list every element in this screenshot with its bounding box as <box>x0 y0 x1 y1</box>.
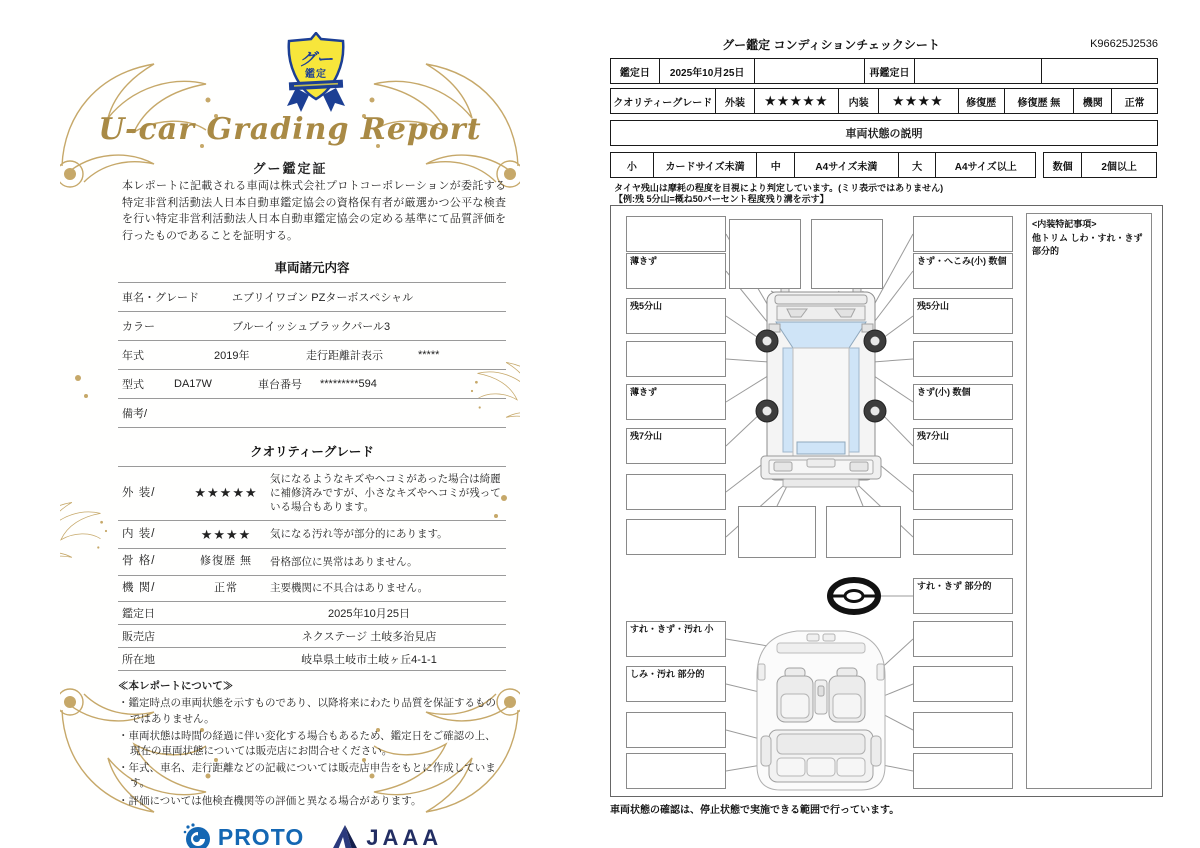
exterior-label: 外装 <box>715 89 755 113</box>
spec-label: 型式 <box>122 379 144 391</box>
proto-logo-text: PROTO <box>217 824 305 848</box>
empty-cell <box>1041 59 1157 83</box>
spec-value: DA17W <box>174 378 212 390</box>
size-legend-table <box>610 152 1036 178</box>
sheet-number: K96625J2536 <box>1090 38 1158 50</box>
damage-label-box: 薄きず <box>626 384 726 420</box>
damage-label-box <box>811 219 883 289</box>
damage-label-box <box>826 506 901 558</box>
legend-count: 数個 <box>1052 161 1073 173</box>
grade-label: 骨 格/ <box>122 555 156 568</box>
legend-small: 小 <box>626 161 637 173</box>
info-label: 鑑定日 <box>122 608 155 621</box>
spec-value: エブリイワゴン PZターボスペシャル <box>232 292 414 304</box>
spec-row-year <box>118 340 506 369</box>
legend-count-desc: 2個以上 <box>1081 153 1156 177</box>
about-list <box>118 696 506 809</box>
interior-label-box <box>913 712 1013 748</box>
damage-label-box <box>913 216 1013 252</box>
interior-notes-body: 他トリム しわ・すれ・きず 部分的 <box>1032 232 1143 256</box>
damage-label-box <box>738 506 816 558</box>
van-top-view <box>756 285 886 487</box>
damage-label-box: 残5分山 <box>626 298 726 334</box>
exterior-stars: ★★★★★ <box>754 89 838 113</box>
proto-logo <box>182 823 304 848</box>
vehicle-spec-table <box>118 282 506 428</box>
report-title: U-car Grading Report <box>98 112 482 147</box>
spec-label: 年式 <box>122 350 144 362</box>
damage-label-box <box>626 474 726 510</box>
damage-label-box <box>626 216 726 252</box>
report-subtitle: グー鑑定証 <box>252 161 328 176</box>
interior-label-box <box>913 753 1013 789</box>
grade-row-frame <box>118 548 506 575</box>
info-label: 所在地 <box>122 654 155 667</box>
about-item: ・鑑定時点の車両状態を示すものであり、以降将来にわたり品質を保証するものではありません。 <box>118 698 496 725</box>
interior-stars: ★★★★ <box>878 89 958 113</box>
grade-row-engine <box>118 575 506 602</box>
damage-label-box: きず(小) 数個 <box>913 384 1013 420</box>
interior-label-box <box>913 666 1013 702</box>
about-heading: ≪本レポートについて≫ <box>118 681 234 693</box>
engine-label: 機関 <box>1073 89 1111 113</box>
grade-row-interior <box>118 520 506 549</box>
sheet-footer-note: 車両状態の確認は、停止状態で実施できる範囲で行っています。 <box>610 805 900 816</box>
legend-medium-desc: A4サイズ未満 <box>794 153 898 177</box>
spec-value: ブルーイッシュブラックパール3 <box>232 321 391 333</box>
damage-label-box <box>913 341 1013 377</box>
grade-desc: 気になる汚れ等が部分的にあります。 <box>270 528 448 541</box>
spec-row-remarks <box>118 398 506 427</box>
reappraisal-date-label: 再鑑定日 <box>864 59 914 83</box>
grade-value: 修復歴 無 <box>199 555 253 568</box>
grade-table <box>118 466 506 601</box>
spec-label: 走行距離計表示 <box>306 350 383 362</box>
badge-text-goo: グー <box>299 50 333 69</box>
empty-cell <box>754 59 864 83</box>
spec-row-name <box>118 282 506 311</box>
proto-logo-icon <box>182 823 212 848</box>
info-value: 岐阜県土岐市土岐ヶ丘4-1-1 <box>301 654 437 667</box>
info-label: 販売店 <box>122 631 155 644</box>
info-table <box>118 601 506 671</box>
interior-label-box: しみ・汚れ 部分的 <box>626 666 726 702</box>
interior-label-box <box>626 712 726 748</box>
certificate-body <box>118 178 506 848</box>
interior-label: 内装 <box>838 89 878 113</box>
tire-note-line2: 【例:残 5分山=概ね50パーセント程度残り溝を示す】 <box>614 194 829 204</box>
interior-label-box: すれ・きず・汚れ 小 <box>626 621 726 657</box>
about-section <box>118 679 506 809</box>
spec-heading: 車両諸元内容 <box>274 261 350 275</box>
legend-large: 大 <box>898 153 936 177</box>
grade-label: 機 関/ <box>122 581 156 594</box>
appraisal-date-label: 鑑定日 <box>619 67 650 79</box>
info-row-date <box>118 601 506 624</box>
tire-note-line1: タイヤ残山は摩耗の程度を目視により判定しています。(ミリ表示ではありません) <box>614 183 944 193</box>
sheet-title: グー鑑定 コンディションチェックシート <box>722 38 940 52</box>
footer-logos <box>118 823 506 848</box>
spec-row-color <box>118 311 506 340</box>
legend-small-desc: カードサイズ未満 <box>653 153 757 177</box>
certificate-statement: 本レポートに記載される車両は株式会社プロトコーポレーションが委託する特定非営利活動法人日本自動車鑑定協会の資格保有者が厳選かつ公平な検査を行い特定非営利活動法人日本自動車鑑定協会の定める基準にて品質評価を行ったものであることを証明する。 <box>122 180 506 242</box>
repair-history-value: 修復歴 無 <box>1004 89 1074 113</box>
spec-label: 車台番号 <box>258 379 302 391</box>
condition-check-sheet-page <box>606 30 1164 830</box>
damage-label-box <box>913 519 1013 555</box>
grade-label: 外 装/ <box>122 486 156 499</box>
grading-report-page <box>60 28 520 848</box>
interior-notes-heading: <内装特記事項> <box>1032 219 1097 229</box>
vehicle-condition-diagram <box>610 205 1163 797</box>
grade-desc: 主要機関に不具合はありません。 <box>270 582 429 595</box>
interior-label-box <box>913 621 1013 657</box>
spec-value: 2019年 <box>214 350 250 362</box>
grade-label: 内 装/ <box>122 527 156 540</box>
damage-label-box <box>626 519 726 555</box>
spec-value: *********594 <box>320 378 377 390</box>
interior-label-box <box>626 753 726 789</box>
interior-notes-box <box>1026 213 1152 789</box>
info-row-dealer <box>118 624 506 647</box>
info-value: 2025年10月25日 <box>328 608 410 621</box>
damage-label-box <box>913 474 1013 510</box>
info-value: ネクステージ 土岐多治見店 <box>301 631 437 644</box>
spec-row-model <box>118 369 506 398</box>
appraisal-date-value: 2025年10月25日 <box>659 59 755 83</box>
goo-kantei-badge <box>286 32 346 118</box>
damage-label-box: 残5分山 <box>913 298 1013 334</box>
damage-label-box: 薄きず <box>626 253 726 289</box>
grade-row-exterior <box>118 466 506 520</box>
badge-text-kantei: 鑑定 <box>305 69 327 80</box>
damage-label-box <box>729 219 801 289</box>
info-row-address <box>118 647 506 671</box>
count-legend-table <box>1043 152 1157 178</box>
interior-label-box: すれ・きず 部分的 <box>913 578 1013 614</box>
grade-stars: ★★★★★ <box>194 485 258 501</box>
damage-label-box: 残7分山 <box>626 428 726 464</box>
reappraisal-date-value <box>914 59 1042 83</box>
damage-label-box <box>626 341 726 377</box>
legend-large-desc: A4サイズ以上 <box>935 153 1035 177</box>
grade-heading: クオリティーグレード <box>250 445 374 459</box>
repair-history-label: 修復歴 <box>958 89 1004 113</box>
damage-label-box: 残7分山 <box>913 428 1013 464</box>
interior-view <box>757 631 885 790</box>
about-item: ・年式、車名、走行距離などの記載については販売店申告をもとに作成しています。 <box>118 763 496 790</box>
spec-value: ***** <box>418 349 440 361</box>
grade-stars: ★★★★ <box>200 526 252 542</box>
about-item: ・車両状態は時間の経過に伴い変化する場合もあるため、鑑定日をご確認の上、現在の車両状態については販売店にお問合せください。 <box>118 730 496 757</box>
spec-label: カラー <box>122 321 155 333</box>
damage-label-box: きず・へこみ(小) 数個 <box>913 253 1013 289</box>
quality-grade-table <box>610 88 1158 114</box>
grade-desc: 骨格部位に異常はありません。 <box>270 555 418 568</box>
spec-label: 車名・グレード <box>122 292 199 304</box>
jaaa-logo-text: JAAA <box>366 824 443 848</box>
about-item: ・評価については他検査機関等の評価と異なる場合があります。 <box>118 795 422 807</box>
grade-value: 正常 <box>214 581 238 594</box>
steering-wheel-icon <box>830 580 878 612</box>
jaaa-logo <box>330 823 442 848</box>
grade-desc: 気になるようなキズやヘコミがあった場合は綺麗に補修済みですが、小さなキズやヘコミが残っている場合もあります。 <box>270 473 501 514</box>
legend-medium: 中 <box>756 153 794 177</box>
spec-label: 備考/ <box>122 408 148 420</box>
appraisal-date-table <box>610 58 1158 84</box>
quality-grade-label: クオリティーグレード <box>613 97 713 109</box>
engine-value: 正常 <box>1111 89 1157 113</box>
jaaa-logo-icon <box>330 823 360 848</box>
section-title-bar: 車両状態の説明 <box>610 120 1158 146</box>
